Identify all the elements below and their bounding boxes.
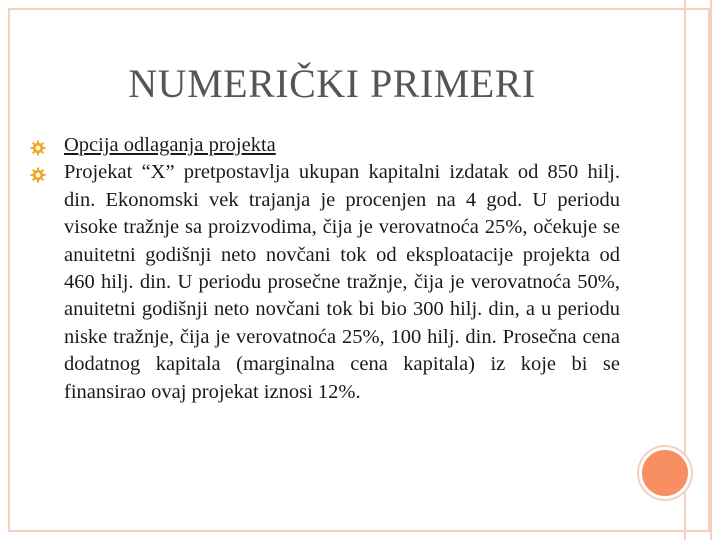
- bullet-item: [30, 132, 620, 159]
- bullet-text: Opcija odlaganja projekta: [64, 134, 276, 156]
- decorative-circle: [639, 447, 691, 499]
- gear-icon: [30, 164, 46, 180]
- slide-title: NUMERIČKI PRIMERI: [128, 61, 536, 106]
- slide-side-frame: [684, 0, 712, 540]
- slide-content: [30, 132, 620, 406]
- bullet-text: Projekat “X” pretpostavlja ukupan kapitalni izdatak od 850 hilj. din. Ekonomski vek trajanja je procenjen na 4 god. U periodu visoke tražnje sa proizvodima, čija je verovatnoća 25%, očekuje se anuitetni godišnji neto novčani tok od eksploatacije projekta od 460 hilj. din. U periodu prosečne tražnje, čija je verovatnoća 50%, anuitetni godišnji neto novčani tok bi bio 300 hilj. din, a u periodu niske tražnje, čija je verovatnoća 25%, 100 hilj. din. Prosečna cena dodatnog kapitala (marginalna cena kapitala) iz koje bi se finansirao ovaj projekat iznosi 12%.: [64, 161, 620, 403]
- bullet-item: [30, 159, 620, 406]
- gear-icon: [30, 137, 46, 153]
